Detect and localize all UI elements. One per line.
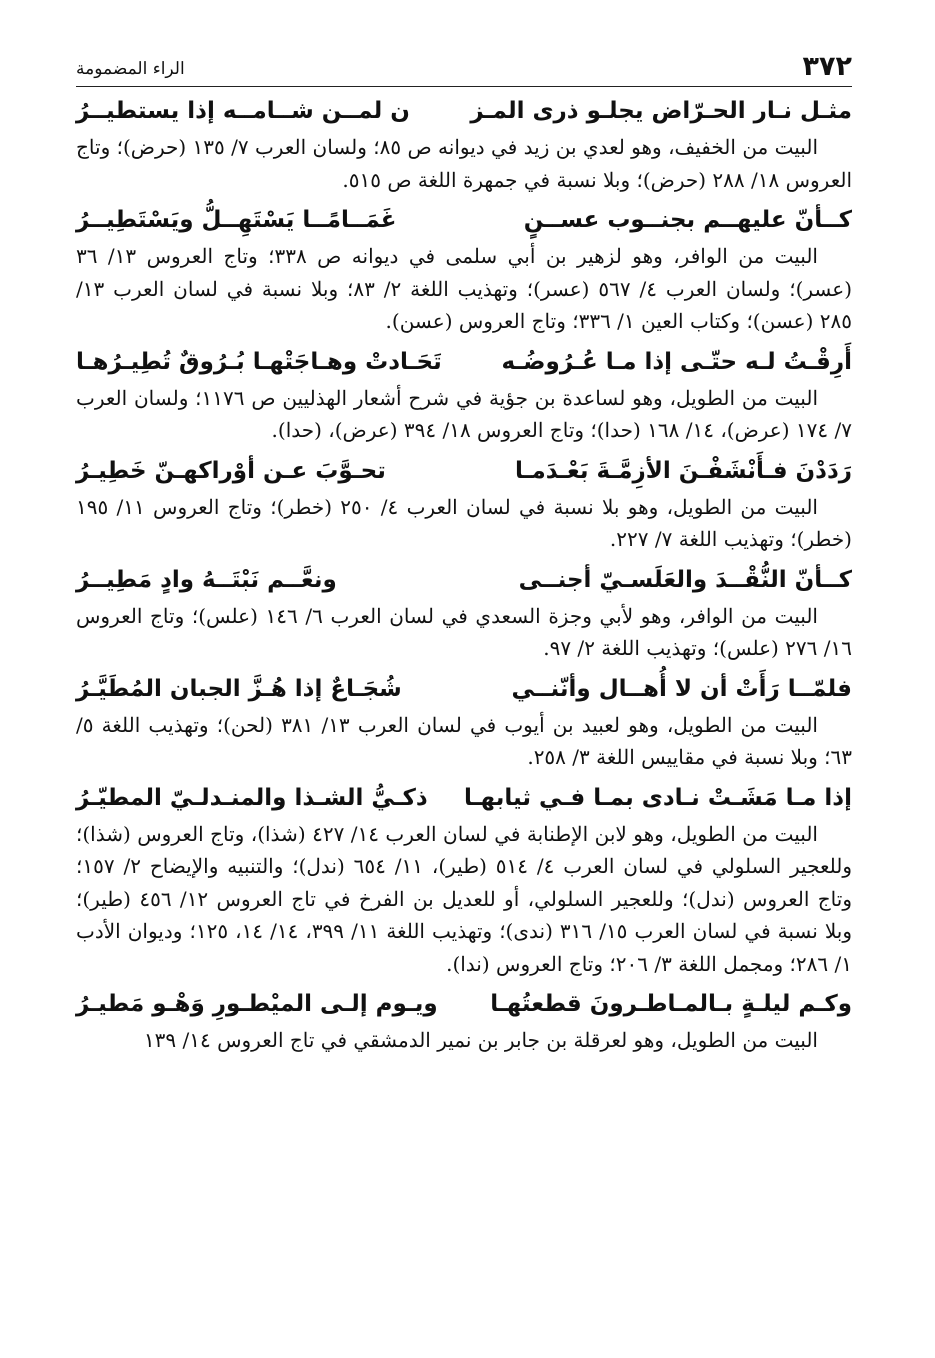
verse-second-hemistich: غَمَــامًــا يَسْتَهِــلُّ ويَسْتَطِيــرُ	[76, 207, 397, 233]
verse-first-hemistich: أَرِقْـتُ لـه حتّـى إذا مـا عُـرُوضُـه	[501, 348, 852, 375]
verse-entry	[76, 565, 852, 665]
verse-second-hemistich: ونعَّــم نَبْتَــهُ وادٍ مَطِيــرُ	[76, 566, 337, 593]
verse-commentary: البيت من الطويل، وهو بلا نسبة في لسان العرب ٤/ ٢٥٠ (خطر)؛ وتاج العروس ١١/ ١٩٥ (خطر)؛ وتهذيب اللغة ٧/ ٢٢٧.	[76, 494, 852, 551]
verse-second-hemistich: ن لمــن شــامــه إذا يستطيــرُ	[76, 98, 410, 124]
verse-entry	[76, 989, 852, 1057]
verse-first-hemistich: كــأنّ عليهــم بجنــوب عســنٍ	[523, 207, 852, 233]
verse-entry	[76, 456, 852, 556]
verse-commentary: البيت من الطويل، وهو لعرقلة بن جابر بن نمير الدمشقي في تاج العروس ١٤/ ١٣٩	[143, 1028, 818, 1052]
verse-commentary: البيت من الطويل، وهو لساعدة بن جؤية في شرح أشعار الهذليين ص ١١٧٦؛ ولسان العرب ٧/ ١٧٤ (عرض)، ١٤/ ١٦٨ (حدا)؛ وتاج العروس ١٨/ ٣٩٤ (عرض)، (حدا).	[76, 385, 852, 442]
running-title: الراء المضمومة	[76, 59, 185, 79]
verse-first-hemistich: كــأنّ النُّقْــدَ والعَلَسـيّ أجنــى	[518, 566, 852, 593]
verse-line	[76, 347, 852, 377]
verse-first-hemistich: رَدَدْنَ فـأَنْشَفْـنَ الأزِمَّـةَ بَعْـدَمـا	[514, 457, 852, 484]
verse-first-hemistich: فلمّــا رَأَتْ أن لا أُهــال وأنّنــي	[511, 675, 852, 702]
verse-second-hemistich: ذكـيُّ الشـذا والمنـدلـيّ المطيّـرُ	[76, 784, 428, 811]
verse-line	[76, 989, 852, 1019]
verse-first-hemistich: مثـل نـار الحـرّاض يجلـو ذرى المـز	[470, 98, 852, 124]
verse-second-hemistich: تحـوَّبَ عـن أوْراكهـنّ خَطِيـرُ	[76, 457, 386, 484]
verse-line	[76, 96, 852, 126]
verse-entry	[76, 96, 852, 196]
verse-entry	[76, 674, 852, 774]
verse-line	[76, 205, 852, 235]
page-header	[76, 52, 852, 87]
page	[76, 52, 852, 1057]
verse-commentary: البيت من الطويل، وهو لابن الإطنابة في لسان العرب ١٤/ ٤٢٧ (شذا)، وتاج العروس (شذا)؛ وللعجير السلولي في لسان العرب ٤/ ٥١٤ (طير)، ١١/ ٦٥٤ (ندل)؛ والتنبيه والإيضاح ٢/ ١٥٧؛ وتاج العروس (ندل)؛ وللعجير السلولي، أو للعديل بن الفرخ في تاج العروس ١٢/ ٤٥٦ (طير)؛ وبلا نسبة في لسان العرب ١٥/ ٣١٦ (ندى)؛ وتهذيب اللغة ١١/ ٣٩٩، ١٤/ ١٤، ١٢٥؛ وديوان الأدب ١/ ٢٨٦؛ ومجمل اللغة ٣/ ٢٠٦؛ وتاج العروس (ندا).	[76, 821, 853, 976]
verse-first-hemistich: وكـم ليلـةٍ بـالمـاطـرونَ قطعتُهـا	[490, 991, 852, 1017]
verse-commentary: البيت من الطويل، وهو لعبيد بن أيوب في لسان العرب ١٣/ ٣٨١ (لحن)؛ وتهذيب اللغة ٥/ ٦٣؛ وبلا نسبة في مقاييس اللغة ٣/ ٢٥٨.	[76, 712, 852, 769]
verse-line	[76, 456, 852, 486]
verse-commentary: البيت من الوافر، وهو لزهير بن أبي سلمى في ديوانه ص ٣٣٨؛ وتاج العروس ١٣/ ٣٦ (عسر)؛ ولسان العرب ٤/ ٥٦٧ (عسر)؛ وتهذيب اللغة ٢/ ٨٣؛ وبلا نسبة في لسان العرب ١٣/ ٢٨٥ (عسن)؛ وكتاب العين ١/ ٣٣٦؛ وتاج العروس (عسن).	[76, 244, 852, 333]
verse-entry	[76, 783, 852, 981]
verse-line	[76, 565, 852, 595]
verse-entry	[76, 347, 852, 447]
verse-commentary: البيت من الوافر، وهو لأبي وجزة السعدي في لسان العرب ٦/ ١٤٦ (علس)؛ وتاج العروس ١٦/ ٢٧٦ (علس)؛ وتهذيب اللغة ٢/ ٩٧.	[76, 603, 852, 660]
verse-commentary: البيت من الخفيف، وهو لعدي بن زيد في ديوانه ص ٨٥؛ ولسان العرب ٧/ ١٣٥ (حرض)؛ وتاج العروس ١٨/ ٢٨٨ (حرض)؛ وبلا نسبة في جمهرة اللغة ص ٥١٥.	[76, 135, 852, 192]
verse-second-hemistich: ويـوم إلـى الميْطـورِ وَهْـو مَطيـرُ	[76, 991, 438, 1017]
verse-line	[76, 783, 852, 813]
verse-first-hemistich: إذا مـا مَشَـتْ نـادى بمـا فـي ثيابهـا	[464, 784, 852, 811]
verse-line	[76, 674, 852, 704]
verse-second-hemistich: شُجَـاعٌ إذا هُـزَّ الجبان المُطَيَّـرُ	[76, 675, 402, 702]
verse-second-hemistich: تَحَـادتْ وهـاجَتْهـا بُـرُوقٌ تُطِيـرُهـا	[76, 348, 442, 375]
verse-entry	[76, 205, 852, 338]
page-number: ٣٧٢	[802, 51, 852, 82]
